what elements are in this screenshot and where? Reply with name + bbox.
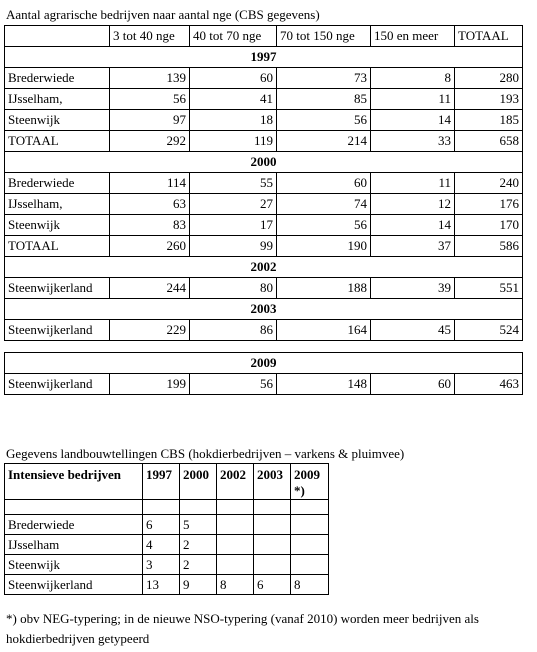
table-row	[5, 89, 523, 110]
value-cell: 176	[455, 194, 523, 215]
header-label: Intensieve bedrijven	[5, 464, 143, 500]
year-header	[217, 464, 254, 500]
value-cell: 12	[371, 194, 455, 215]
column-header: 40 tot 70 nge	[190, 26, 277, 47]
value-cell: 658	[455, 131, 523, 152]
empty-cell	[180, 500, 217, 515]
row-label: Steenwijk	[5, 555, 143, 575]
value-cell: 280	[455, 68, 523, 89]
column-header: 70 tot 150 nge	[277, 26, 371, 47]
empty-cell	[143, 500, 180, 515]
value-cell: 14	[371, 215, 455, 236]
year-header-text: 2003	[257, 467, 283, 482]
value-cell: 56	[110, 89, 190, 110]
empty-cell	[5, 500, 143, 515]
value-cell: 8	[217, 575, 254, 595]
year-row	[5, 353, 523, 374]
value-cell: 193	[455, 89, 523, 110]
year-row	[5, 257, 523, 278]
value-cell: 33	[371, 131, 455, 152]
value-cell: 8	[291, 575, 329, 595]
empty-cell	[291, 500, 329, 515]
table-row	[5, 278, 523, 299]
value-cell	[291, 555, 329, 575]
value-cell: 199	[110, 374, 190, 395]
gap-cell	[5, 341, 523, 353]
table2-header-row	[5, 464, 329, 500]
year-row	[5, 299, 523, 320]
value-cell: 27	[190, 194, 277, 215]
value-cell: 6	[143, 515, 180, 535]
footnote	[6, 609, 479, 649]
row-label: Steenwijkerland	[5, 575, 143, 595]
value-cell: 3	[143, 555, 180, 575]
value-cell: 80	[190, 278, 277, 299]
column-header: 3 tot 40 nge	[110, 26, 190, 47]
table-row	[5, 374, 523, 395]
value-cell: 5	[180, 515, 217, 535]
nge-table	[4, 25, 523, 395]
value-cell	[217, 515, 254, 535]
table-row	[5, 515, 329, 535]
value-cell: 85	[277, 89, 371, 110]
year-row	[5, 152, 523, 173]
value-cell: 2	[180, 535, 217, 555]
value-cell: 45	[371, 320, 455, 341]
value-cell: 60	[277, 173, 371, 194]
value-cell: 4	[143, 535, 180, 555]
year-header-text: 2009	[294, 467, 320, 482]
value-cell	[254, 515, 291, 535]
value-cell: 18	[190, 110, 277, 131]
value-cell: 463	[455, 374, 523, 395]
row-label: IJsselham,	[5, 194, 110, 215]
footnote-line-2: hokdierbedrijven getypeerd	[6, 631, 150, 646]
year-heading: 1997	[5, 47, 523, 68]
value-cell: 214	[277, 131, 371, 152]
value-cell: 11	[371, 89, 455, 110]
table-row	[5, 555, 329, 575]
value-cell	[217, 555, 254, 575]
value-cell: 14	[371, 110, 455, 131]
value-cell: 240	[455, 173, 523, 194]
table-row	[5, 173, 523, 194]
value-cell: 60	[371, 374, 455, 395]
value-cell: 551	[455, 278, 523, 299]
value-cell: 244	[110, 278, 190, 299]
value-cell	[254, 535, 291, 555]
row-label: IJsselham,	[5, 89, 110, 110]
value-cell: 13	[143, 575, 180, 595]
value-cell: 83	[110, 215, 190, 236]
year-header	[143, 464, 180, 500]
column-header: 150 en meer	[371, 26, 455, 47]
year-header-text: 2000	[183, 467, 209, 482]
value-cell: 524	[455, 320, 523, 341]
year-heading: 2009	[5, 353, 523, 374]
table-row	[5, 68, 523, 89]
value-cell: 17	[190, 215, 277, 236]
value-cell: 56	[277, 110, 371, 131]
value-cell: 119	[190, 131, 277, 152]
year-header-text: 1997	[146, 467, 172, 482]
value-cell: 97	[110, 110, 190, 131]
year-row	[5, 47, 523, 68]
table-row	[5, 320, 523, 341]
value-cell: 229	[110, 320, 190, 341]
row-label: TOTAAL	[5, 236, 110, 257]
value-cell: 60	[190, 68, 277, 89]
value-cell: 148	[277, 374, 371, 395]
value-cell: 63	[110, 194, 190, 215]
section-gap	[5, 341, 523, 353]
value-cell: 41	[190, 89, 277, 110]
table-row	[5, 575, 329, 595]
value-cell: 74	[277, 194, 371, 215]
value-cell: 164	[277, 320, 371, 341]
value-cell	[254, 555, 291, 575]
table-row	[5, 194, 523, 215]
table1-header-row	[5, 26, 523, 47]
year-header-text: 2002	[220, 467, 246, 482]
value-cell: 260	[110, 236, 190, 257]
footnote-marker: *)	[294, 483, 305, 498]
value-cell	[217, 535, 254, 555]
table-row	[5, 131, 523, 152]
value-cell: 37	[371, 236, 455, 257]
intensive-farms-table	[4, 463, 329, 595]
value-cell: 39	[371, 278, 455, 299]
value-cell: 8	[371, 68, 455, 89]
row-label: Brederwiede	[5, 68, 110, 89]
value-cell: 11	[371, 173, 455, 194]
year-header	[180, 464, 217, 500]
table1-caption: Aantal agrarische bedrijven naar aantal nge (CBS gegevens)	[6, 7, 320, 22]
row-label: Steenwijkerland	[5, 374, 110, 395]
value-cell: 56	[277, 215, 371, 236]
row-label: Brederwiede	[5, 515, 143, 535]
value-cell: 292	[110, 131, 190, 152]
header-spacer-row	[5, 500, 329, 515]
value-cell	[291, 535, 329, 555]
table-row	[5, 535, 329, 555]
row-label: Steenwijkerland	[5, 278, 110, 299]
empty-cell	[254, 500, 291, 515]
value-cell: 114	[110, 173, 190, 194]
row-label: TOTAAL	[5, 131, 110, 152]
table-row	[5, 110, 523, 131]
year-header	[291, 464, 329, 500]
value-cell: 139	[110, 68, 190, 89]
row-label: Steenwijkerland	[5, 320, 110, 341]
table2-caption: Gegevens landbouwtellingen CBS (hokdierbedrijven – varkens & pluimvee)	[6, 446, 405, 461]
column-header: TOTAAL	[455, 26, 523, 47]
year-heading: 2003	[5, 299, 523, 320]
value-cell: 73	[277, 68, 371, 89]
value-cell: 170	[455, 215, 523, 236]
value-cell: 55	[190, 173, 277, 194]
year-heading: 2000	[5, 152, 523, 173]
table-row	[5, 215, 523, 236]
value-cell: 188	[277, 278, 371, 299]
value-cell: 2	[180, 555, 217, 575]
column-header	[5, 26, 110, 47]
value-cell: 99	[190, 236, 277, 257]
value-cell: 86	[190, 320, 277, 341]
footnote-line-1: *) obv NEG-typering; in de nieuwe NSO-typering (vanaf 2010) worden meer bedrijven als	[6, 611, 479, 626]
row-label: Steenwijk	[5, 110, 110, 131]
empty-cell	[217, 500, 254, 515]
value-cell: 9	[180, 575, 217, 595]
table-row	[5, 236, 523, 257]
value-cell: 56	[190, 374, 277, 395]
row-label: Brederwiede	[5, 173, 110, 194]
year-heading: 2002	[5, 257, 523, 278]
value-cell: 586	[455, 236, 523, 257]
value-cell: 185	[455, 110, 523, 131]
value-cell	[291, 515, 329, 535]
value-cell: 6	[254, 575, 291, 595]
year-header	[254, 464, 291, 500]
row-label: Steenwijk	[5, 215, 110, 236]
value-cell: 190	[277, 236, 371, 257]
row-label: IJsselham	[5, 535, 143, 555]
